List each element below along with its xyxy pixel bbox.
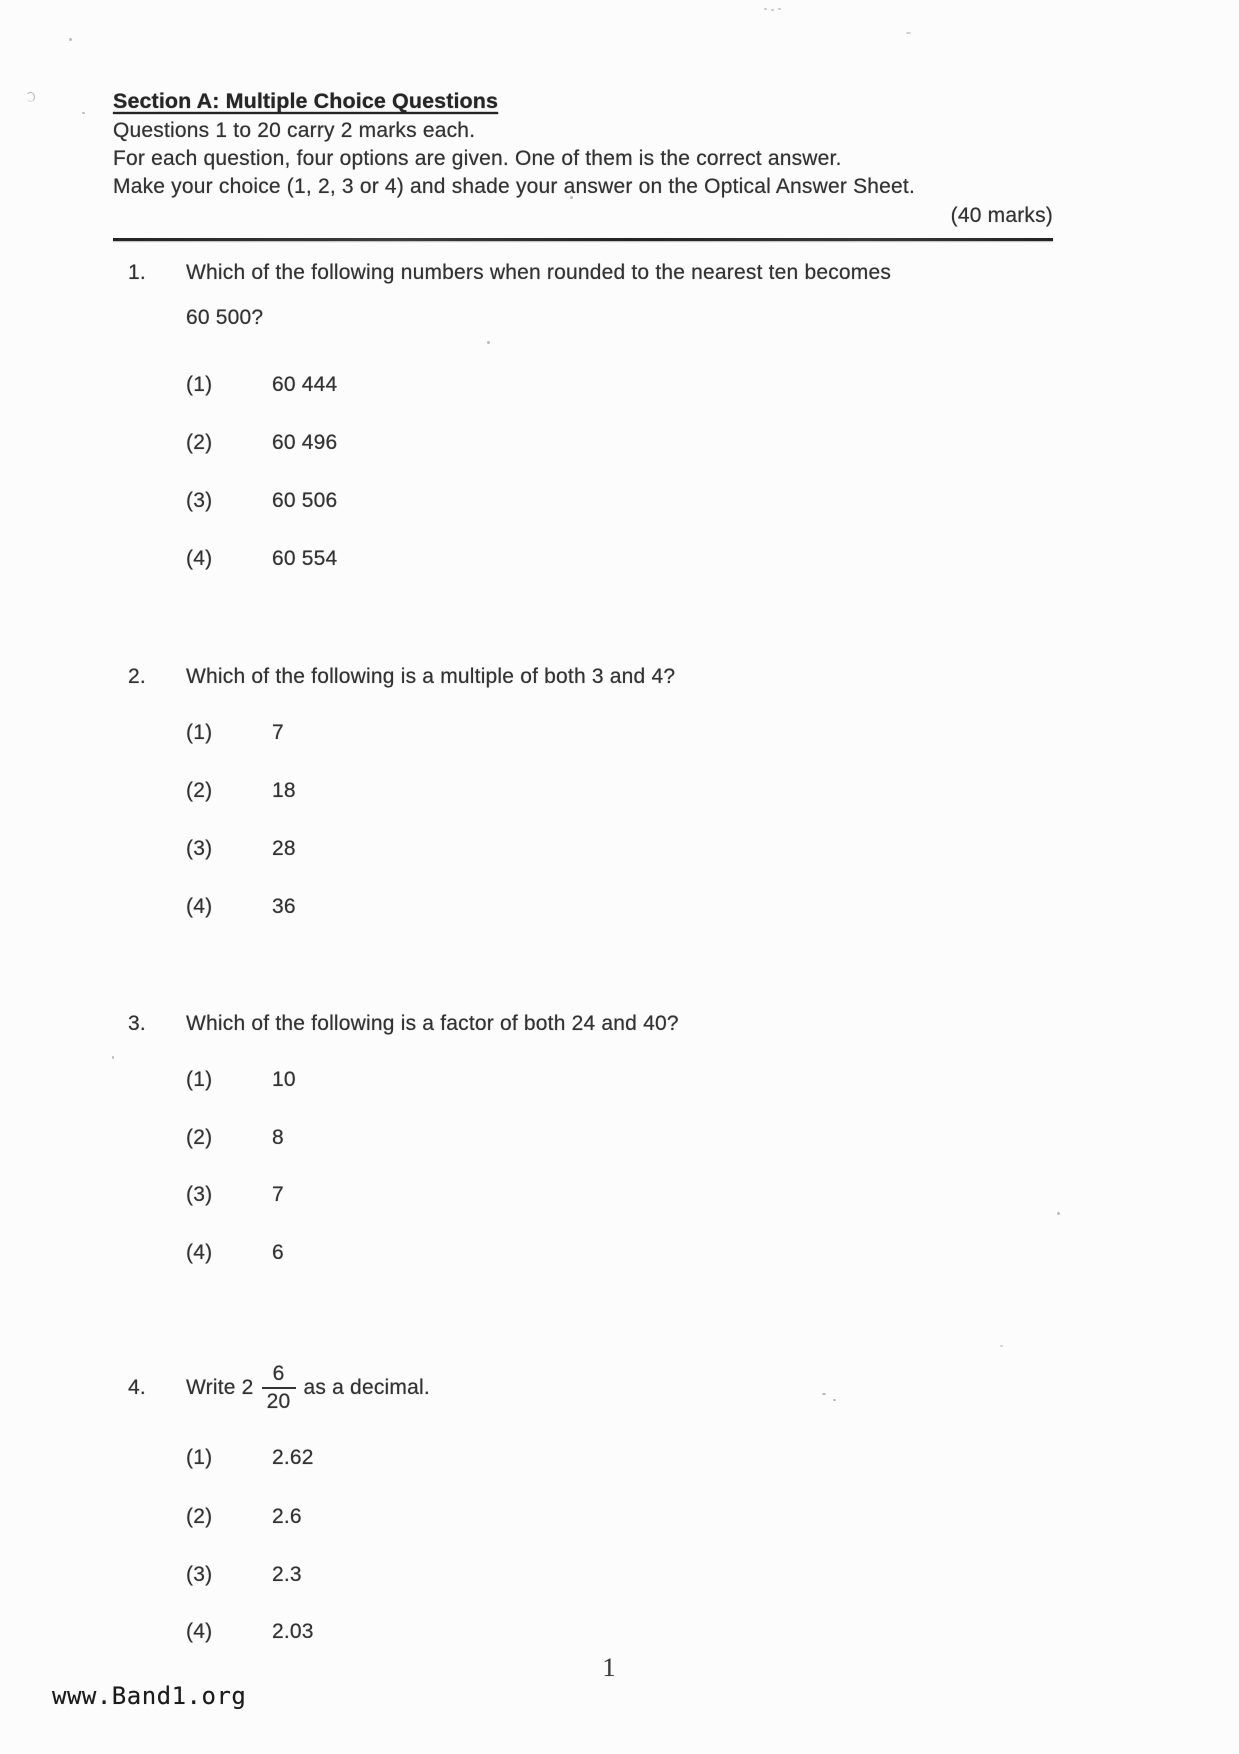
option-marker: (2)	[186, 431, 213, 454]
scan-artifact	[69, 38, 72, 41]
marks-note: (40 marks)	[950, 204, 1053, 227]
scan-artifact	[1057, 1212, 1060, 1215]
question-stem	[128, 1352, 430, 1424]
option-row	[186, 1067, 296, 1093]
scan-artifact	[82, 112, 85, 114]
scan-artifact	[1000, 1345, 1003, 1347]
option-marker: (1)	[186, 1446, 213, 1469]
option-marker: (1)	[186, 1068, 213, 1091]
question-number: 2.	[128, 665, 146, 688]
option-marker: (4)	[186, 1620, 213, 1643]
fraction-bar	[262, 1387, 296, 1389]
stem-text: Write 2	[186, 1376, 254, 1399]
option-value: 2.6	[272, 1505, 302, 1528]
option-marker: (2)	[186, 1126, 213, 1149]
option-row	[186, 836, 296, 862]
question-stem: Which of the following is a factor of both 24 and 40?	[186, 1012, 679, 1035]
option-marker: (1)	[186, 373, 213, 396]
option-row	[186, 372, 337, 398]
fraction-numerator: 6	[272, 1362, 285, 1385]
option-value: 10	[272, 1068, 296, 1091]
option-row	[186, 430, 337, 456]
option-value: 60 444	[272, 373, 338, 396]
option-marker: (3)	[186, 1183, 213, 1206]
option-value: 2.03	[272, 1620, 314, 1643]
scan-artifact	[764, 8, 767, 10]
option-row	[186, 1125, 284, 1151]
question-stem-continued: 60 500?	[186, 306, 264, 329]
scan-artifact	[822, 1393, 826, 1395]
option-row	[186, 1504, 302, 1530]
page-number: 1	[602, 1653, 616, 1682]
option-row	[186, 720, 284, 746]
watermark-url: www.Band1.org	[52, 1682, 247, 1710]
scan-artifact	[487, 341, 490, 344]
option-row	[186, 488, 337, 514]
section-title: Section A: Multiple Choice Questions	[113, 89, 499, 113]
option-value: 60 496	[272, 431, 338, 454]
question-stem: Which of the following is a multiple of both 3 and 4?	[186, 665, 676, 688]
option-value: 2.62	[272, 1446, 314, 1469]
option-value: 8	[272, 1126, 284, 1149]
option-value: 6	[272, 1241, 284, 1264]
option-marker: (2)	[186, 1505, 213, 1528]
option-value: 60 506	[272, 489, 338, 512]
option-marker: (4)	[186, 1241, 213, 1264]
option-row	[186, 1182, 284, 1208]
stem-text: as a decimal.	[303, 1376, 430, 1399]
option-marker: (4)	[186, 547, 213, 570]
option-marker: (4)	[186, 895, 213, 918]
fraction	[262, 1363, 296, 1413]
fraction-denominator: 20	[266, 1390, 291, 1413]
scan-artifact	[906, 32, 911, 34]
option-value: 7	[272, 1183, 284, 1206]
option-marker: (3)	[186, 1563, 213, 1586]
option-value: 2.3	[272, 1563, 302, 1586]
option-row	[186, 1240, 284, 1266]
scan-artifact	[833, 1399, 836, 1401]
option-row	[186, 778, 296, 804]
option-row	[186, 546, 337, 572]
option-row	[186, 1619, 314, 1645]
option-row	[186, 1562, 302, 1588]
option-marker: (2)	[186, 779, 213, 802]
question-stem: Which of the following numbers when rounded to the nearest ten becomes	[186, 261, 892, 284]
option-value: 28	[272, 837, 296, 860]
option-row	[186, 894, 296, 920]
question-number: 1.	[128, 261, 146, 284]
option-value: 18	[272, 779, 296, 802]
question-number: 3.	[128, 1012, 146, 1035]
option-marker: (3)	[186, 489, 213, 512]
option-value: 36	[272, 895, 296, 918]
scan-artifact	[570, 196, 573, 199]
option-marker: (3)	[186, 837, 213, 860]
scan-artifact	[112, 1056, 114, 1059]
question-number: 4.	[128, 1376, 146, 1399]
scan-artifact	[778, 8, 781, 10]
scan-artifact	[771, 9, 774, 11]
instruction-line-2: For each question, four options are given. One of them is the correct answer.	[113, 147, 842, 170]
scan-artifact	[26, 92, 35, 102]
option-row	[186, 1445, 314, 1471]
option-value: 7	[272, 721, 284, 744]
header-divider	[113, 238, 1053, 241]
option-marker: (1)	[186, 721, 213, 744]
option-value: 60 554	[272, 547, 338, 570]
instruction-line-3: Make your choice (1, 2, 3 or 4) and shade your answer on the Optical Answer Sheet.	[113, 175, 915, 198]
instruction-line-1: Questions 1 to 20 carry 2 marks each.	[113, 119, 476, 142]
